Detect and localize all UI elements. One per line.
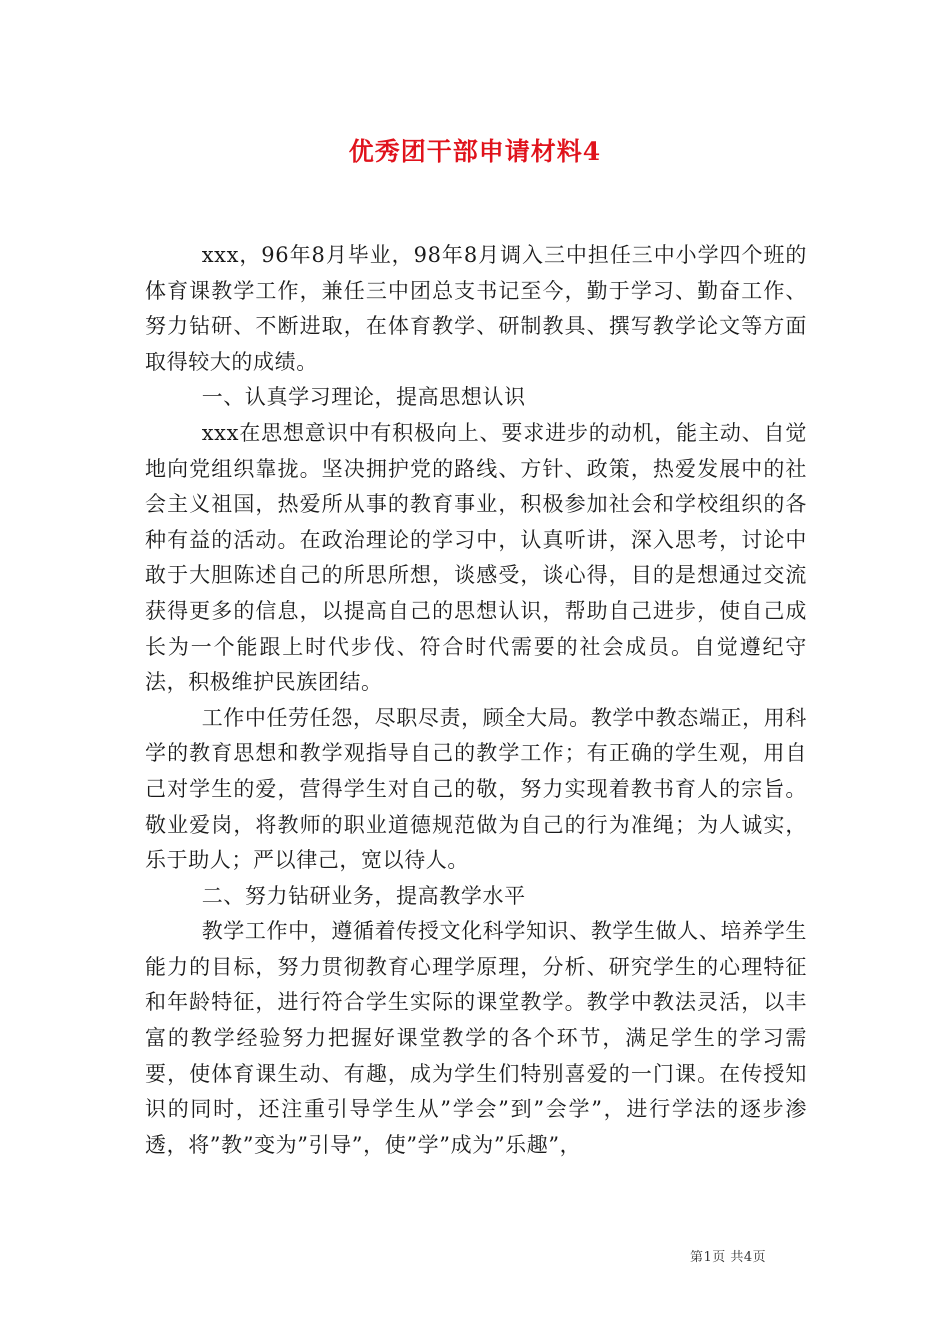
paragraph-ideology: xxx在思想意识中有积极向上、要求进步的动机，能主动、自觉地向党组织靠拢。坚决拥护党的路线、方针、政策，热爱发展中的社会主义祖国，热爱所从事的教育事业，积极参加社会和学校组织的各种有益的活动。在政治理论的学习中，认真听讲，深入思考，讨论中敢于大胆陈述自己的所思所想，谈感受，谈心得，目的是想通过交流获得更多的信息，以提高自己的思想认识，帮助自己进步，使自己成长为一个能跟上时代步伐、符合时代需要的社会成员。自觉遵纪守法，积极维护民族团结。 [145,420,807,695]
section-heading-1: 一、认真学习理论，提高思想认识 [201,385,526,410]
section-heading-2: 二、努力钻研业务，提高教学水平 [201,883,526,908]
document-title: 优秀团干部申请材料4 [348,137,602,166]
page-number-footer: 第1页 共4页 [690,1250,767,1265]
paragraph-teaching: 教学工作中，遵循着传授文化科学知识、教学生做人、培养学生能力的目标，努力贯彻教育心理学原理，分析、研究学生的心理特征和年龄特征，进行符合学生实际的课堂教学。教学中教法灵活，以丰富的教学经验努力把握好课堂教学的各个环节，满足学生的学习需要，使体育课生动、有趣，成为学生们特别喜爱的一门课。在传授知识的同时，还注重引导学生从”学会”到”会学”，进行学法的逐步渗透，将”教”变为”引导”，使”学”成为”乐趣”， [145,919,807,1157]
document-body [145,238,807,1163]
paragraph-intro: xxx，96年8月毕业，98年8月调入三中担任三中小学四个班的体育课教学工作，兼任三中团总支书记至今，勤于学习、勤奋工作、努力钻研、不断进取，在体育教学、研制教具、撰写教学论文等方面取得较大的成绩。 [145,243,807,374]
paragraph-work-attitude: 工作中任劳任怨，尽职尽责，顾全大局。教学中教态端正，用科学的教育思想和教学观指导自己的教学工作；有正确的学生观，用自己对学生的爱，营得学生对自己的敬，努力实现着教书育人的宗旨。敬业爱岗，将教师的职业道德规范做为自己的行为准绳；为人诚实，乐于助人；严以律己，宽以待人。 [145,705,807,873]
